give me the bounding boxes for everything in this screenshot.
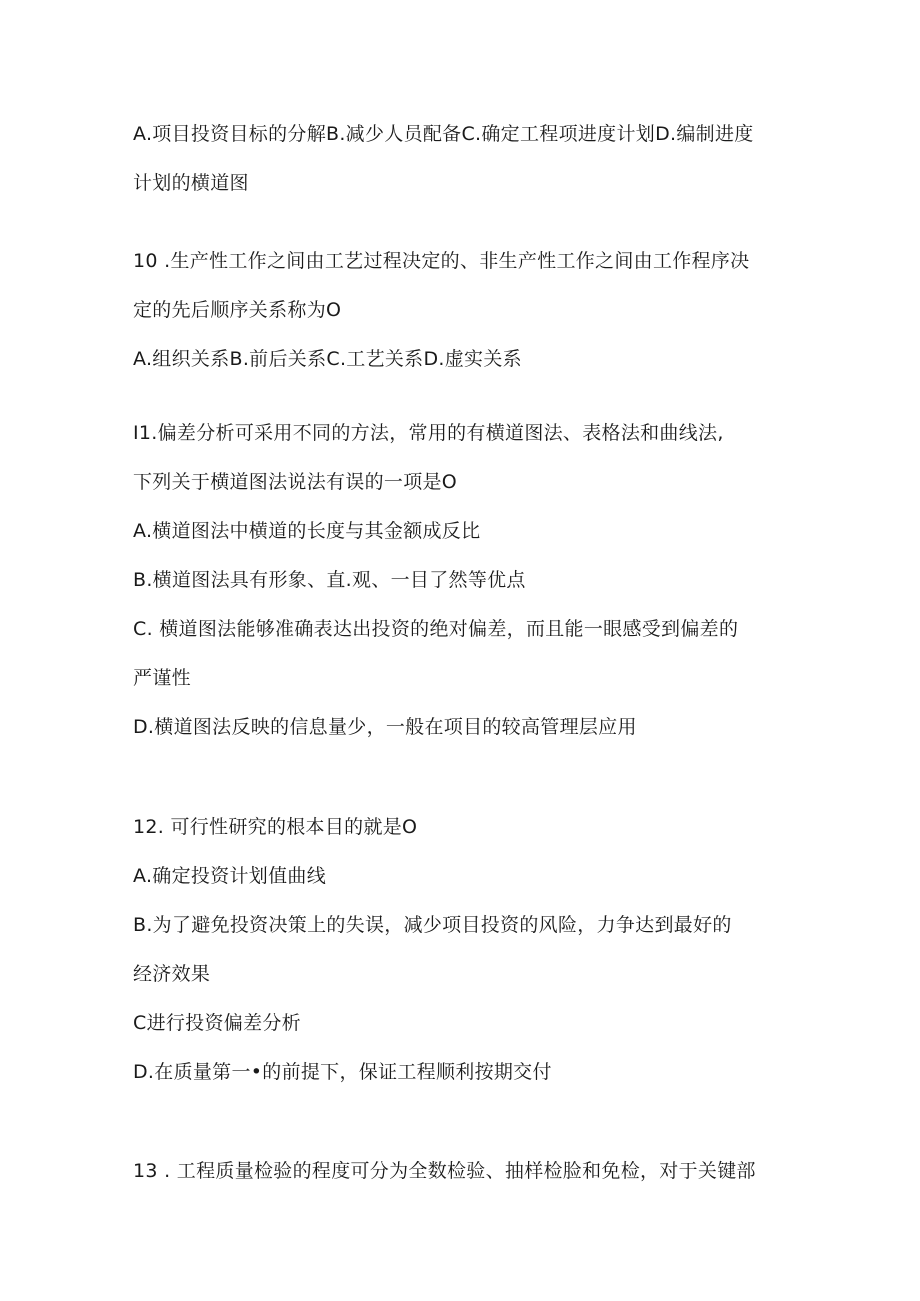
q11-option-d: D.横道图法反映的信息量少，一般在项目的较高管理层应用 [133,716,637,738]
q11-option-c-line-1: C. 横道图法能够准确表达出投资的绝对偏差，而且能一眼感受到偏差的 [133,618,739,640]
q11-option-b: B.横道图法具有形象、直.观、一目了然等优点 [133,569,526,591]
q12-option-b-line-2: 经济效果 [133,963,211,985]
q12-question: 12. 可行性研究的根本目的就是O [133,816,418,838]
q9-options-line-1: A.项目投资目标的分解B.减少人员配备C.确定工程项进度计划D.编制进度 [133,123,754,145]
q10-question-line-2: 定的先后顺序关系称为O [133,299,342,321]
q12-option-a: A.确定投资计划值曲线 [133,865,327,887]
q11-question-line-1: I1.偏差分析可采用不同的方法，常用的有横道图法、表格法和曲线法, [133,422,724,444]
q12-option-c: C进行投资偏差分析 [133,1012,301,1034]
q11-option-c-line-2: 严谨性 [133,667,191,689]
q13-question-line-1: 13 . 工程质量检验的程度可分为全数检验、抽样检脸和免检，对于关键部 [133,1160,756,1182]
q10-options: A.组织关系B.前后关系C.工艺关系D.虚实关系 [133,348,522,370]
q12-option-d: D.在质量第一•的前提下，保证工程顺利按期交付 [133,1061,552,1083]
q10-question-line-1: 10 .生产性工作之间由工艺过程决定的、非生产性工作之间由工作程序决 [133,250,750,272]
q12-option-b-line-1: B.为了避免投资决策上的失误，减少项目投资的风险，力争达到最好的 [133,914,732,936]
q11-option-a: A.横道图法中横道的长度与其金额成反比 [133,520,481,542]
q11-question-line-2: 下列关于横道图法说法有误的一项是O [133,471,458,493]
q9-options-line-2: 计划的横道图 [133,172,249,194]
